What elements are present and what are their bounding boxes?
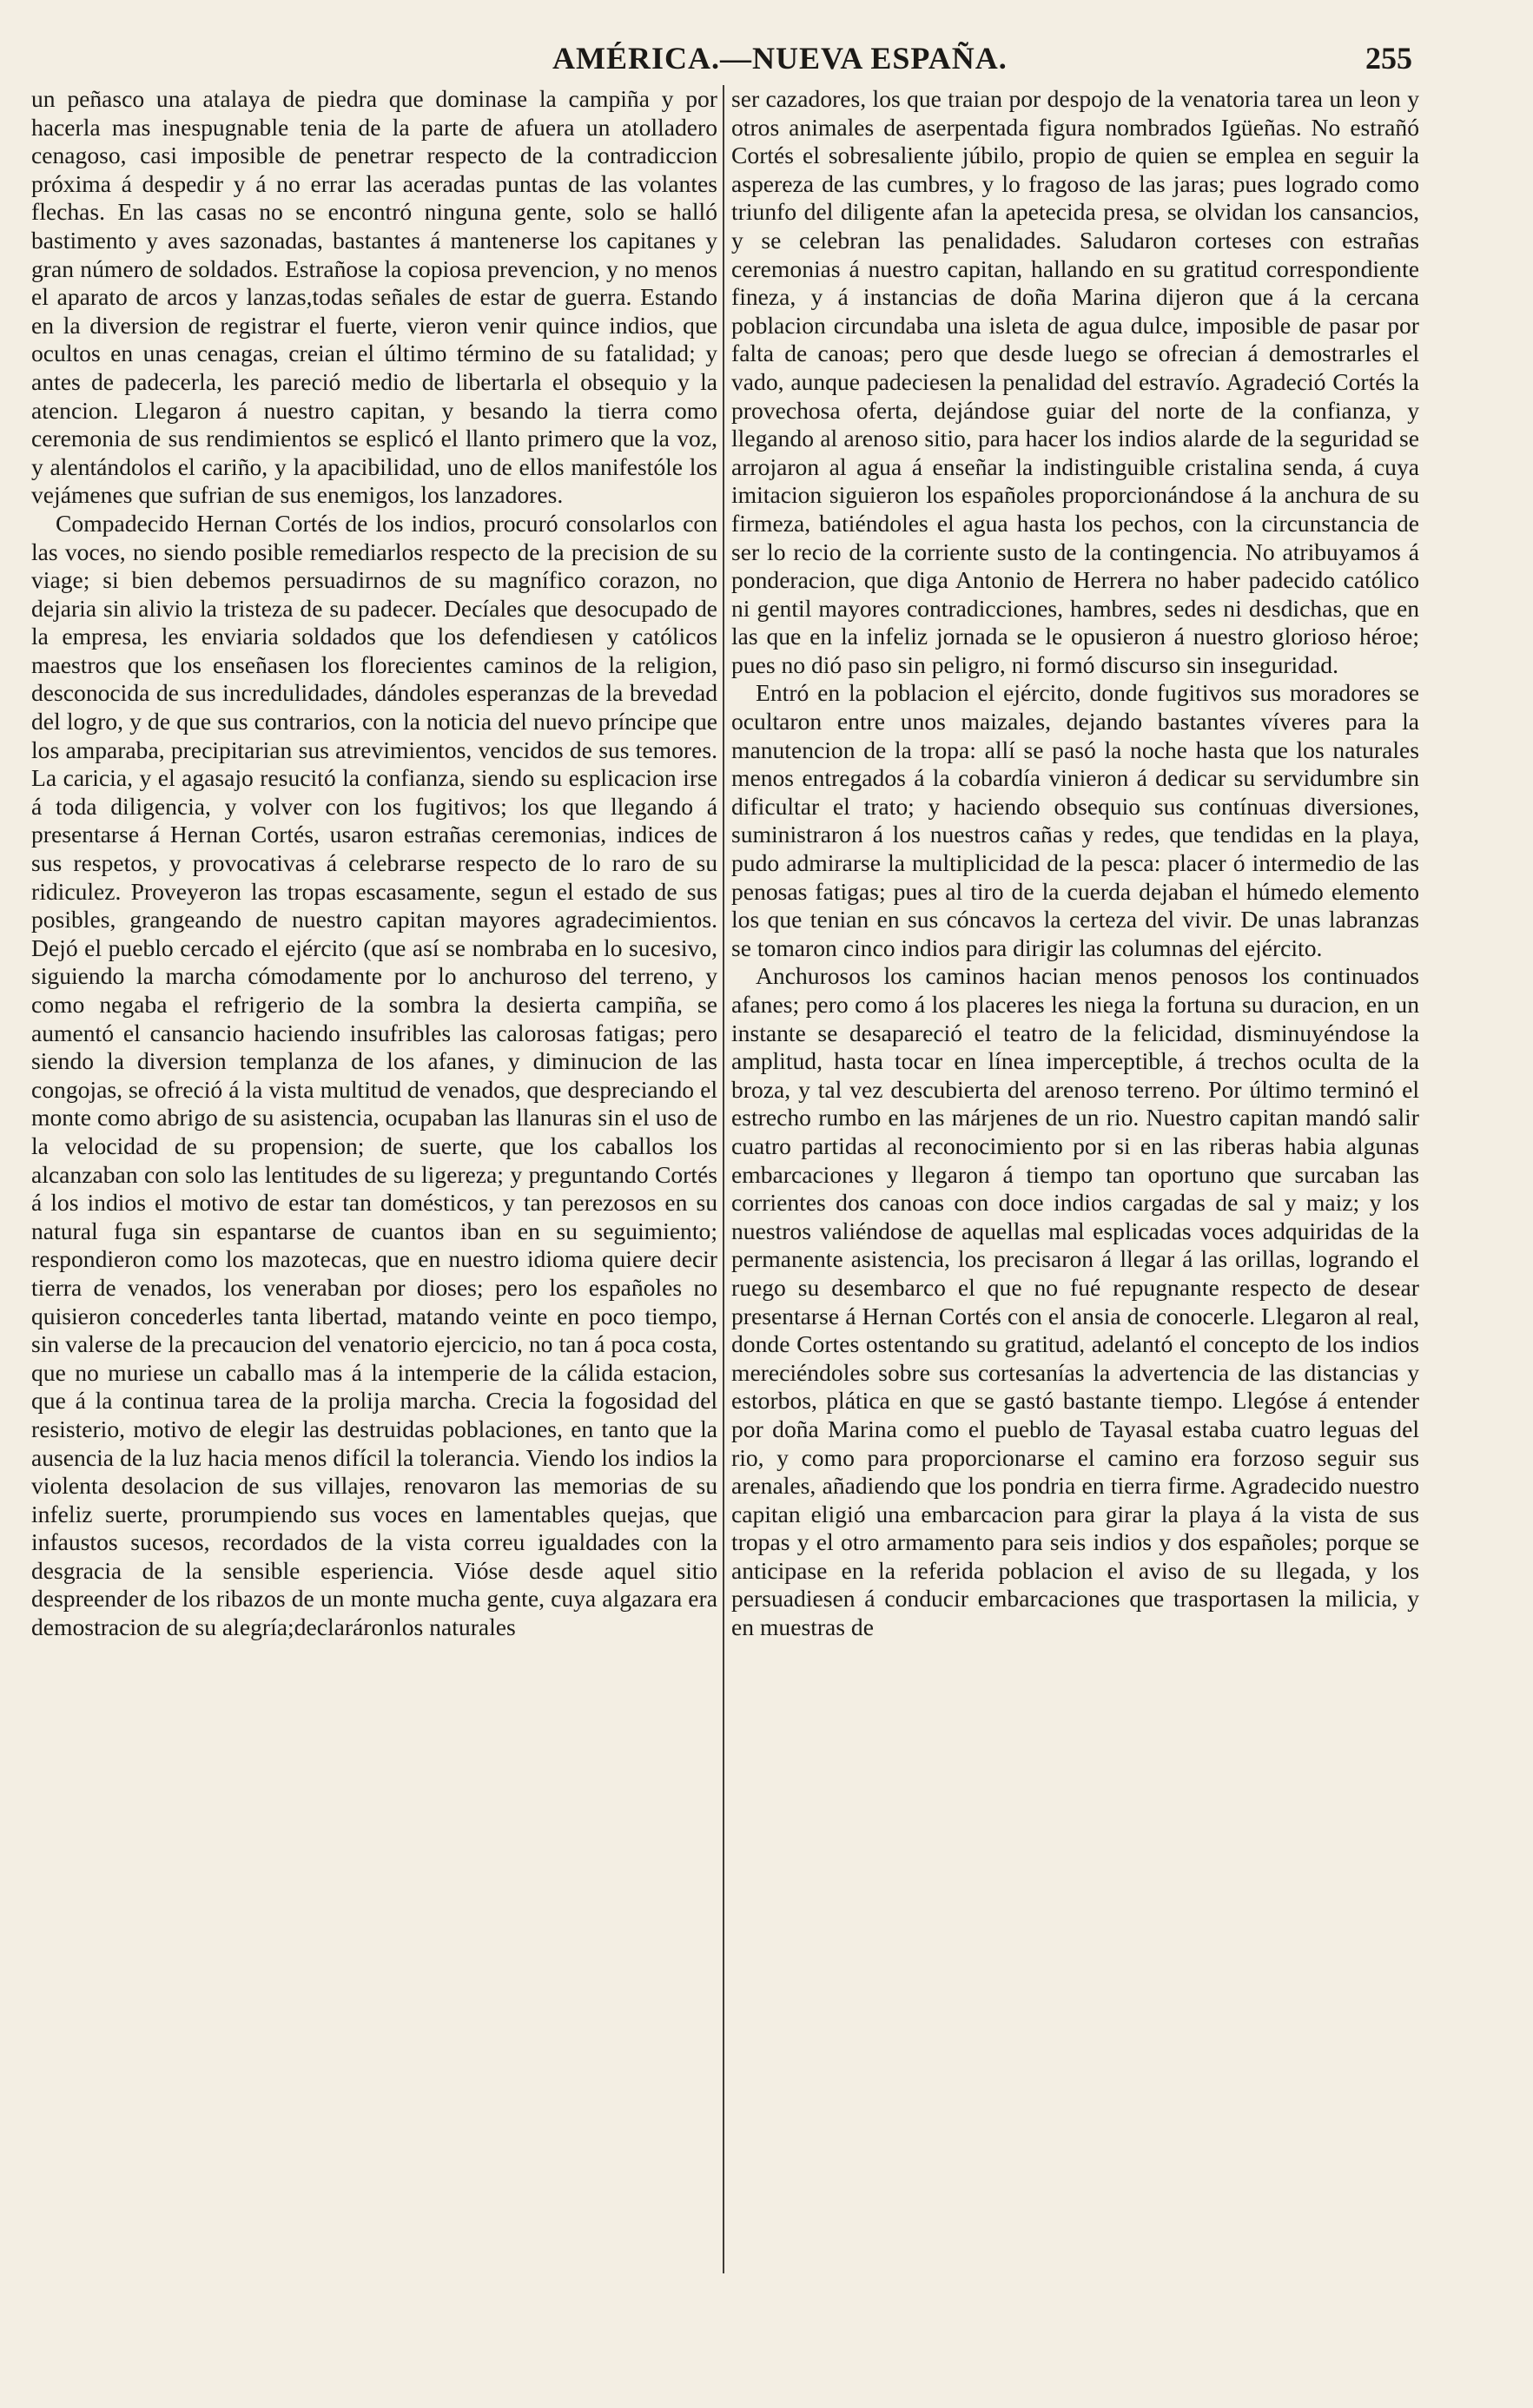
paragraph: Entró en la poblacion el ejército, donde fugitivos sus moradores se ocultaron entre unos maizales, dejando bastantes víveres para la manutencion de la tropa: allí se pasó la noche hasta que los naturales menos entregados á la cobardía vinieron á dedicar su servidumbre sin dificultar el trato; y haciendo obsequio sus contínuas diversiones, suministraron á los nuestros cañas y redes, que tendidas en la playa, pudo admirarse la multiplicidad de la pesca: placer ó intermedio de las penosas fatigas; pues al tiro de la cuerda dejaban el húmedo elemento los que tenian en sus cóncavos la certeza del vivir. De unas labranzas se tomaron cinco indios para dirigir las columnas del ejército. (731, 679, 1419, 961)
right-column (731, 85, 1419, 2273)
paragraph: Compadecido Hernan Cortés de los indios, procuró consolarlos con las voces, no siendo posible remediarlos respecto de la precision de su viage; si bien debemos persuadirnos de su magnífico corazon, no dejaria sin alivio la tristeza de su padecer. Decíales que desocupado de la empresa, les enviaria soldados que los defendiesen y católicos maestros que los enseñasen los florecientes caminos de la religion, desconocida de sus incredulidades, dándoles esperanzas de la brevedad del logro, y de que sus contrarios, con la noticia del nuevo príncipe que los amparaba, precipitarian sus atrevimientos, vencidos de sus temores. La caricia, y el agasajo resucitó la confianza, siendo su esplicacion irse á toda diligencia, y volver con los fugitivos; los que llegando á presentarse á Hernan Cortés, usaron estrañas ceremonias, indices de sus respetos, y provocativas á celebrarse respecto de lo raro de su ridiculez. Proveyeron las tropas escasamente, segun el estado de sus posibles, grangeando de nuestro capitan mayores agradecimientos. Dejó el pueblo cercado el ejército (que así se nombraba en lo sucesivo, siguiendo la marcha cómodamente por lo anchuroso del terreno, y como negaba el refrigerio de la sombra la desierta campiña, se aumentó el cansancio haciendo insufribles las calorosas fatigas; pero siendo la diversion templanza de los afanes, y diminucion de las congojas, se ofreció á la vista multitud de venados, que despreciando el monte como abrigo de su asistencia, ocupaban las llanuras sin el uso de la velocidad de su propension; de suerte, que los caballos los alcanzaban con solo las lentitudes de su ligereza; y preguntando Cortés á los indios el motivo de estar tan domésticos, y tan perezosos en su natural fuga sin espantarse de cuantos iban en su seguimiento; respondieron como los mazotecas, que en nuestro idioma quiere decir tierra de venados, los veneraban por dioses; pero los españoles no quisieron concederles tanta libertad, matando veinte en poco tiempo, sin valerse de la precaucion del venatorio ejercicio, no tan á poca costa, que no muriese un caballo mas á la intemperie de la cálida estacion, que á la continua tarea de la prolija marcha. Crecia la fogosidad del resisterio, motivo de elegir las destruidas poblaciones, en tanto que la ausencia de la luz hacia menos difícil la tolerancia. Viendo los indios la violenta desolacion de sus villajes, renovaron las memorias de su infeliz suerte, prorumpiendo sus voces en lamentables quejas, que infaustos sucesos, recordados de la vista correu igualdades con la desgracia de la sensible esperiencia. Vióse desde aquel sitio despreender de los ribazos de un monte mucha gente, cuya algazara era demostracion de su alegría;declaráronlos naturales (31, 509, 717, 1641)
left-column (31, 85, 717, 2273)
paragraph: ser cazadores, los que traian por despojo de la venatoria tarea un leon y otros animales de aserpentada figura nombrados Igüeñas. No estrañó Cortés el sobresaliente júbilo, propio de quien se emplea en seguir la aspereza de las cumbres, y lo fragoso de las jaras; pues logrado como triunfo del diligente afan la apetecida presa, se olvidan los cansancios, y se celebran las penalidades. Saludaron corteses con estrañas ceremonias á nuestro capitan, hallando en su gratitud correspondiente fineza, y á instancias de doña Marina dijeron que á la cercana poblacion circundaba una isleta de agua dulce, imposible de pasar por falta de canoas; pero que desde luego se ofrecian á demostrarles el vado, aunque padeciesen la penalidad del estravío. Agradeció Cortés la provechosa oferta, dejándose guiar del norte de la confianza, y llegando al arenoso sitio, para hacer los indios alarde de la seguridad se arrojaron al agua á enseñar la indistinguible cristalina senda, á cuya imitacion siguieron los españoles proporcionándose á la anchura de su firmeza, batiéndoles el agua hasta los pechos, con la circunstancia de ser lo recio de la corriente susto de la contingencia. No atribuyamos á ponderacion, que diga Antonio de Herrera no haber padecido católico ni gentil mayores contradicciones, hambres, sedes ni desdichas, que en las que en la infeliz jornada se le opusieron á nuestro glorioso héroe; pues no dió paso sin peligro, ni formó discurso sin inseguridad. (731, 85, 1419, 678)
running-title: AMÉRICA.—NUEVA ESPAÑA. (552, 41, 1008, 76)
running-head (31, 35, 1412, 80)
page-number: 255 (1365, 41, 1412, 76)
column-divider (723, 85, 724, 2273)
paragraph: Anchurosos los caminos hacian menos penosos los continuados afanes; pero como á los placeres les niega la fortuna su duracion, en un instante se desapareció el teatro de la felicidad, disminuyéndose la amplitud, hasta tocar en línea imperceptible, á trechos oculta de la broza, y tal vez descubierta del arenoso terreno. Por último terminó el estrecho rumbo en las márjenes de un rio. Nuestro capitan mandó salir cuatro partidas al reconocimiento por si en las riberas habia algunas embarcaciones y llegaron á tiempo tan oportuno que surcaban las corrientes dos canoas con doce indios cargadas de sal y maiz; y los nuestros valiéndose de aquellas mal esplicadas voces adquiridas de la permanente asistencia, los precisaron á llegar á las orillas, logrando el ruego su desembarco el que no fué repugnante respecto de desear presentarse á Hernan Cortés con el ansia de conocerle. Llegaron al real, donde Cortes ostentando su gratitud, adelantó el concepto de los indios mereciéndoles sobre sus cortesanías la advertencia de las distancias y estorbos, plática en que se gastó bastante tiempo. Llegóse á entender por doña Marina como el pueblo de Tayasal estaba cuatro leguas del rio, y como para proporcionarse el camino era forzoso seguir sus arenales, añadiendo que los pondria en tierra firme. Agradecido nuestro capitan eligió una embarcacion para girar la playa á la vista de sus tropas y el otro armamento para seis indios y dos españoles; porque se anticipase en la referida poblacion el aviso de su llegada, y los persuadiesen á conducir embarcaciones que trasportasen la milicia, y en muestras de (731, 962, 1419, 1641)
paragraph: un peñasco una atalaya de piedra que dominase la campiña y por hacerla mas inespugnable tenia de la parte de afuera un atolladero cenagoso, casi imposible de penetrar respecto de la contradiccion próxima á despedir y á no errar las aceradas puntas de las volantes flechas. En las casas no se encontró ninguna gente, solo se halló bastimento y aves sazonadas, bastantes á mantenerse los capitanes y gran número de soldados. Estrañose la copiosa prevencion, y no menos el aparato de arcos y lanzas,todas señales de estar de guerra. Estando en la diversion de registrar el fuerte, vieron venir quince indios, que ocultos en unas cenagas, creian el último término de su fatalidad; y antes de padecerla, les pareció medio de libertarla el obsequio y la atencion. Llegaron á nuestro capitan, y besando la tierra como ceremonia de sus rendimientos se esplicó el llanto primero que la voz, y alentándolos el cariño, y la apacibilidad, uno de ellos manifestóle los vejámenes que sufrian de sus enemigos, los lanzadores. (31, 85, 717, 509)
